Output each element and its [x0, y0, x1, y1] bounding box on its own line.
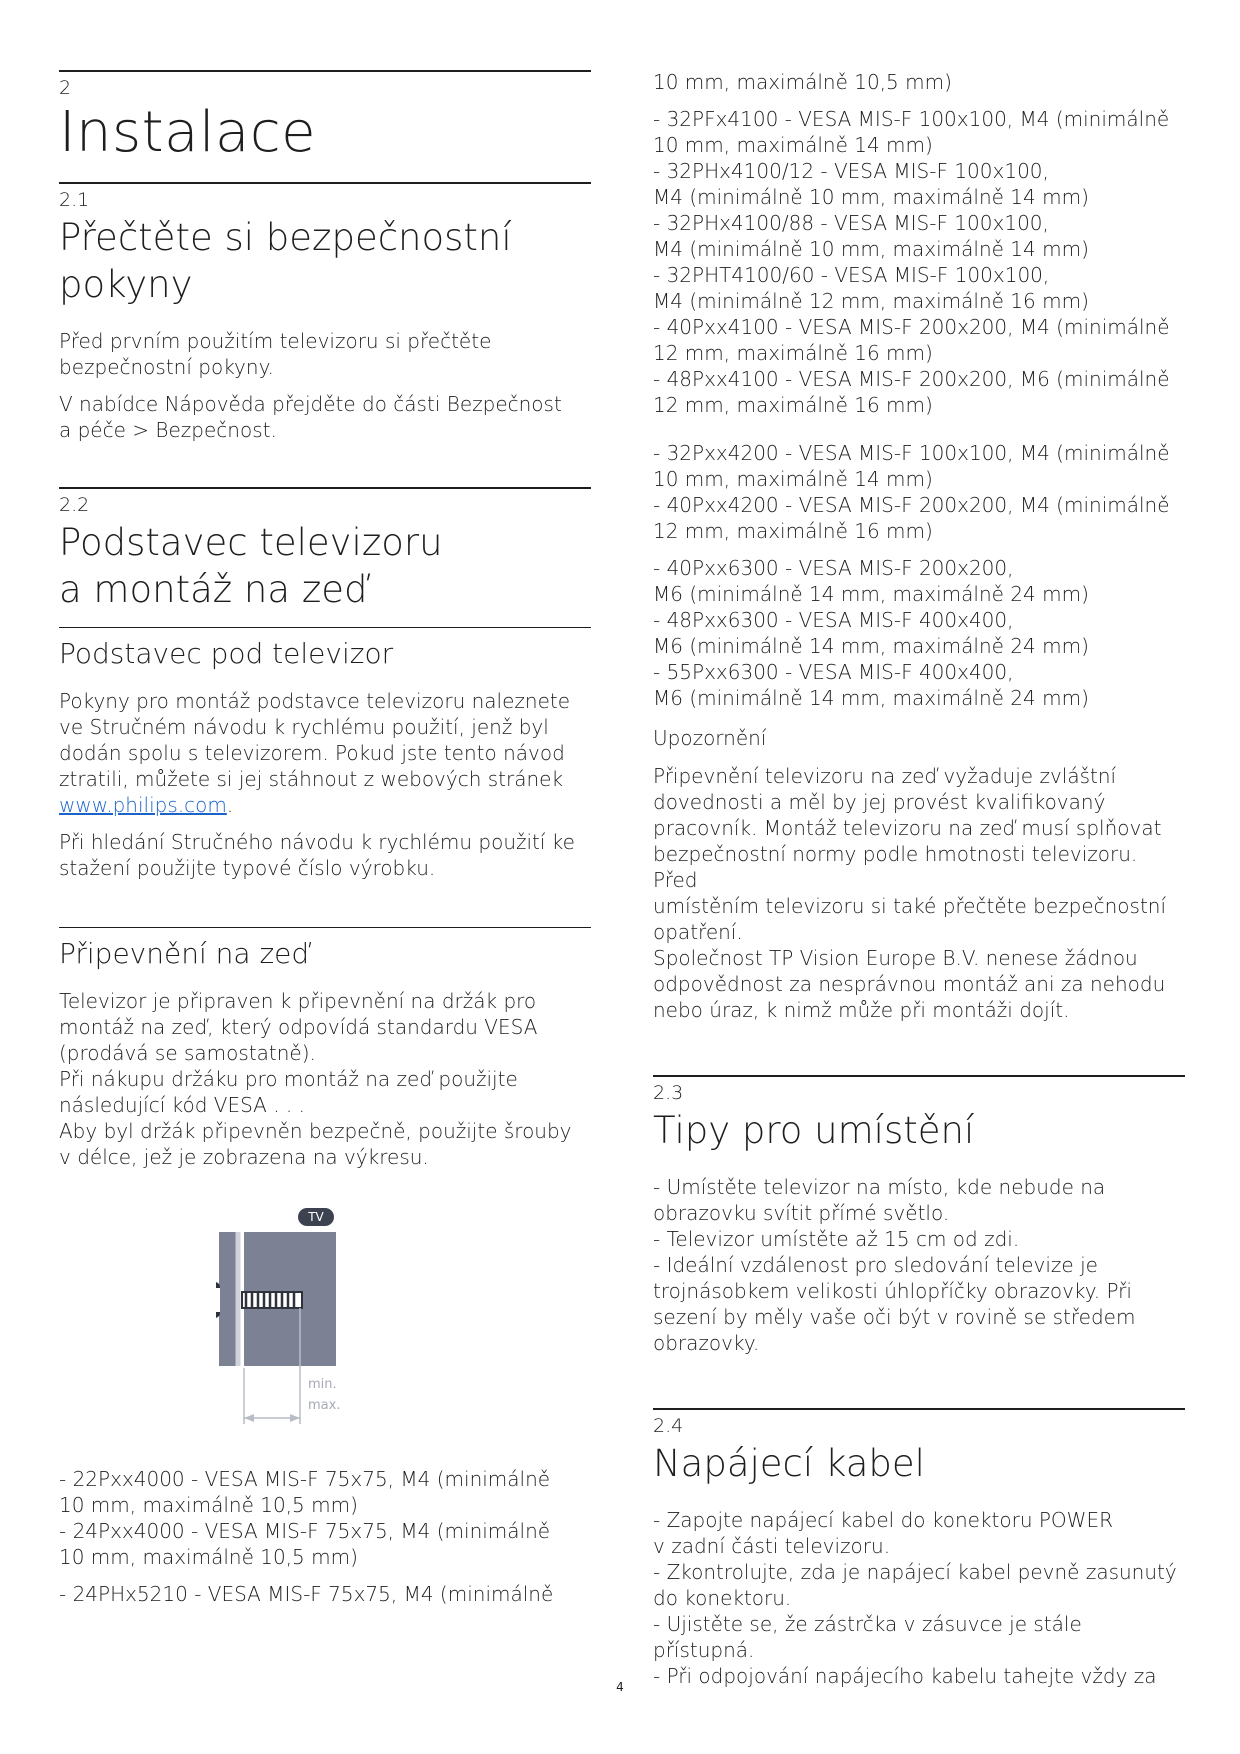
left-column	[59, 0, 591, 1607]
wall-shape	[219, 1232, 238, 1366]
wall-mount-diagram	[216, 1206, 416, 1438]
text-line: - 24Pxx4000 - VESA MIS-F 75x75, M4 (minimálně	[59, 1519, 551, 1543]
text-line: - 22Pxx4000 - VESA MIS-F 75x75, M4 (minimálně	[59, 1467, 551, 1491]
chapter-number: 2	[59, 77, 72, 99]
section-2-2-rule	[59, 487, 591, 489]
text-line: - 48Pxx4100 - VESA MIS-F 200x200, M6 (minimálně	[653, 367, 1170, 391]
tv-label: TV	[308, 1210, 324, 1224]
vesa-list-a	[59, 1466, 591, 1570]
safety-paragraph-1	[59, 328, 591, 380]
max-label: max.	[308, 1398, 341, 1413]
section-2-3-rule	[653, 1075, 1185, 1077]
vesa-continuation: 10 mm, maximálně 10,5 mm)	[653, 70, 952, 94]
text-line: M4 (minimálně 10 mm, maximálně 14 mm)	[653, 185, 1089, 209]
stand-rule	[59, 627, 591, 628]
text-line: - 32PFx4100 - VESA MIS-F 100x100, M4 (minimálně	[653, 107, 1170, 131]
section-2-1-number: 2.1	[59, 189, 90, 211]
warning-title: Upozornění	[653, 726, 767, 750]
text-line: 12 mm, maximálně 16 mm)	[653, 393, 933, 417]
text-line: a péče > Bezpečnost.	[59, 418, 277, 442]
wall-mount-figure	[216, 1206, 591, 1442]
section-2-1-title	[59, 214, 591, 308]
text-line: ztratili, můžete si jej stáhnout z webových stránek	[59, 767, 564, 791]
text-line: montáž na zeď, který odpovídá standardu VESA	[59, 1015, 538, 1039]
text-line: v délce, jež je zobrazena na výkresu.	[59, 1145, 429, 1169]
text-line: - 32PHx4100/88 - VESA MIS-F 100x100,	[653, 211, 1049, 235]
text-line: - 32PHT4100/60 - VESA MIS-F 100x100,	[653, 263, 1050, 287]
text-line: M4 (minimálně 12 mm, maximálně 16 mm)	[653, 289, 1089, 313]
chapter-title: Instalace	[59, 100, 317, 165]
section-2-2-title-line2: a montáž na zeď	[59, 568, 368, 611]
text-line: - Umístěte televizor na místo, kde nebude na	[653, 1175, 1106, 1199]
stand-paragraph-2	[59, 829, 591, 881]
right-column	[653, 0, 1185, 1689]
placement-tips	[653, 1174, 1185, 1356]
text-line: - Při odpojování napájecího kabelu tahejte vždy za	[653, 1664, 1157, 1688]
text-line: - 24PHx5210 - VESA MIS-F 75x75, M4 (minimálně	[59, 1582, 554, 1606]
section-2-4-title: Napájecí kabel	[653, 1442, 925, 1485]
text-line: - Ideální vzdálenost pro sledování televize je	[653, 1253, 1098, 1277]
section-2-3-title: Tipy pro umístění	[653, 1109, 975, 1152]
text-line: Pokyny pro montáž podstavce televizoru naleznete	[59, 689, 571, 713]
section-2-4-rule	[653, 1408, 1185, 1410]
section-2-1-rule	[59, 182, 591, 184]
text-line: - Ujistěte se, že zástrčka v zásuvce je stále přístupná.	[653, 1612, 1082, 1662]
section-2-1-title-line1: Přečtěte si bezpečnostní	[59, 216, 512, 259]
text-fragment: .	[226, 793, 234, 817]
text-line: 12 mm, maximálně 16 mm)	[653, 341, 933, 365]
vesa-list-c	[653, 106, 1185, 418]
text-line: Při nákupu držáku pro montáž na zeď použijte	[59, 1067, 518, 1091]
text-line: Společnost TP Vision Europe B.V. nenese žádnou	[653, 946, 1138, 970]
text-line: dodán spolu s televizorem. Pokud jste tento návod	[59, 741, 565, 765]
vesa-list-d	[653, 440, 1185, 544]
text-line: 10 mm, maximálně 10,5 mm)	[59, 1493, 358, 1517]
philips-link[interactable]: www.philips.com	[59, 793, 227, 817]
text-line: pracovník. Montáž televizoru na zeď musí splňovat	[653, 816, 1162, 840]
section-2-2-title	[59, 519, 591, 613]
stand-heading: Podstavec pod televizor	[59, 637, 394, 670]
text-line: M6 (minimálně 14 mm, maximálně 24 mm)	[653, 634, 1089, 658]
stand-paragraph-1	[59, 688, 591, 818]
text-line: - 40Pxx4100 - VESA MIS-F 200x200, M4 (minimálně	[653, 315, 1170, 339]
text-line: Při hledání Stručného návodu k rychlému použití ke	[59, 830, 575, 854]
text-line: - Zapojte napájecí kabel do konektoru POWER	[653, 1508, 1113, 1532]
text-line: 12 mm, maximálně 16 mm)	[653, 519, 933, 543]
warning-paragraph	[653, 763, 1185, 1023]
text-line: obrazovky.	[653, 1331, 760, 1355]
text-line: - 48Pxx6300 - VESA MIS-F 400x400,	[653, 608, 1014, 632]
text-line: (prodává se samostatně).	[59, 1041, 316, 1065]
text-line: 10 mm, maximálně 10,5 mm)	[59, 1545, 358, 1569]
text-line: M6 (minimálně 14 mm, maximálně 24 mm)	[653, 582, 1089, 606]
text-line: Před prvním použitím televizoru si přečtěte	[59, 329, 492, 353]
section-2-2-title-line1: Podstavec televizoru	[59, 521, 443, 564]
text-line: M6 (minimálně 14 mm, maximálně 24 mm)	[653, 686, 1089, 710]
text-line: Připevnění televizoru na zeď vyžaduje zvláštní	[653, 764, 1117, 788]
text-line: bezpečnostní normy podle hmotnosti televizoru. Před	[653, 842, 1138, 892]
vesa-list-b	[59, 1581, 591, 1607]
safety-paragraph-2	[59, 391, 591, 443]
text-line: Televizor je připraven k připevnění na držák pro	[59, 989, 537, 1013]
text-line	[59, 792, 591, 818]
text-line: obrazovku svítit přímé světlo.	[653, 1201, 950, 1225]
wall-rule	[59, 927, 591, 928]
vesa-list-e	[653, 555, 1185, 711]
section-2-4-number: 2.4	[653, 1415, 684, 1437]
text-line: 10 mm, maximálně 14 mm)	[653, 467, 933, 491]
text-line: umístěním televizoru si také přečtěte bezpečnostní	[653, 894, 1167, 918]
text-line: opatření.	[653, 920, 743, 944]
text-line: - Zkontrolujte, zda je napájecí kabel pevně zasunutý	[653, 1560, 1177, 1584]
text-line: ve Stručném návodu k rychlému použití, jenž byl	[59, 715, 549, 739]
text-line: bezpečnostní pokyny.	[59, 355, 274, 379]
wall-paragraph	[59, 988, 591, 1170]
section-2-3-number: 2.3	[653, 1082, 684, 1104]
text-line: - 55Pxx6300 - VESA MIS-F 400x400,	[653, 660, 1014, 684]
text-line: trojnásobkem velikosti úhlopříčky obrazovky. Při	[653, 1279, 1132, 1303]
chapter-rule	[59, 70, 591, 72]
text-line: - 40Pxx4200 - VESA MIS-F 200x200, M4 (minimálně	[653, 493, 1170, 517]
text-line: V nabídce Nápověda přejděte do části Bezpečnost	[59, 392, 562, 416]
text-line: následující kód VESA . . .	[59, 1093, 305, 1117]
text-line: sezení by měly vaše oči být v rovině se středem	[653, 1305, 1136, 1329]
text-line: Aby byl držák připevněn bezpečně, použijte šrouby	[59, 1119, 572, 1143]
min-label: min.	[308, 1377, 337, 1392]
power-cable-paragraph	[653, 1507, 1185, 1689]
section-2-1-title-line2: pokyny	[59, 263, 193, 306]
text-line: - Televizor umístěte až 15 cm od zdi.	[653, 1227, 1020, 1251]
text-line: - 32Pxx4200 - VESA MIS-F 100x100, M4 (minimálně	[653, 441, 1170, 465]
page-number: 4	[616, 1680, 624, 1694]
text-line: 10 mm, maximálně 14 mm)	[653, 133, 933, 157]
text-line: nebo úraz, k nimž může při montáži dojít.	[653, 998, 1070, 1022]
text-line: M4 (minimálně 10 mm, maximálně 14 mm)	[653, 237, 1089, 261]
text-line: odpovědnost za nesprávnou montáž ani za nehodu	[653, 972, 1166, 996]
section-2-2-number: 2.2	[59, 494, 90, 516]
text-line: stažení použijte typové číslo výrobku.	[59, 856, 436, 880]
text-line: - 40Pxx6300 - VESA MIS-F 200x200,	[653, 556, 1014, 580]
wall-heading: Připevnění na zeď	[59, 937, 310, 970]
text-line: do konektoru.	[653, 1586, 792, 1610]
text-line: - 32PHx4100/12 - VESA MIS-F 100x100,	[653, 159, 1049, 183]
text-line: dovednosti a měl by jej provést kvalifikovaný	[653, 790, 1106, 814]
text-line: v zadní části televizoru.	[653, 1534, 891, 1558]
